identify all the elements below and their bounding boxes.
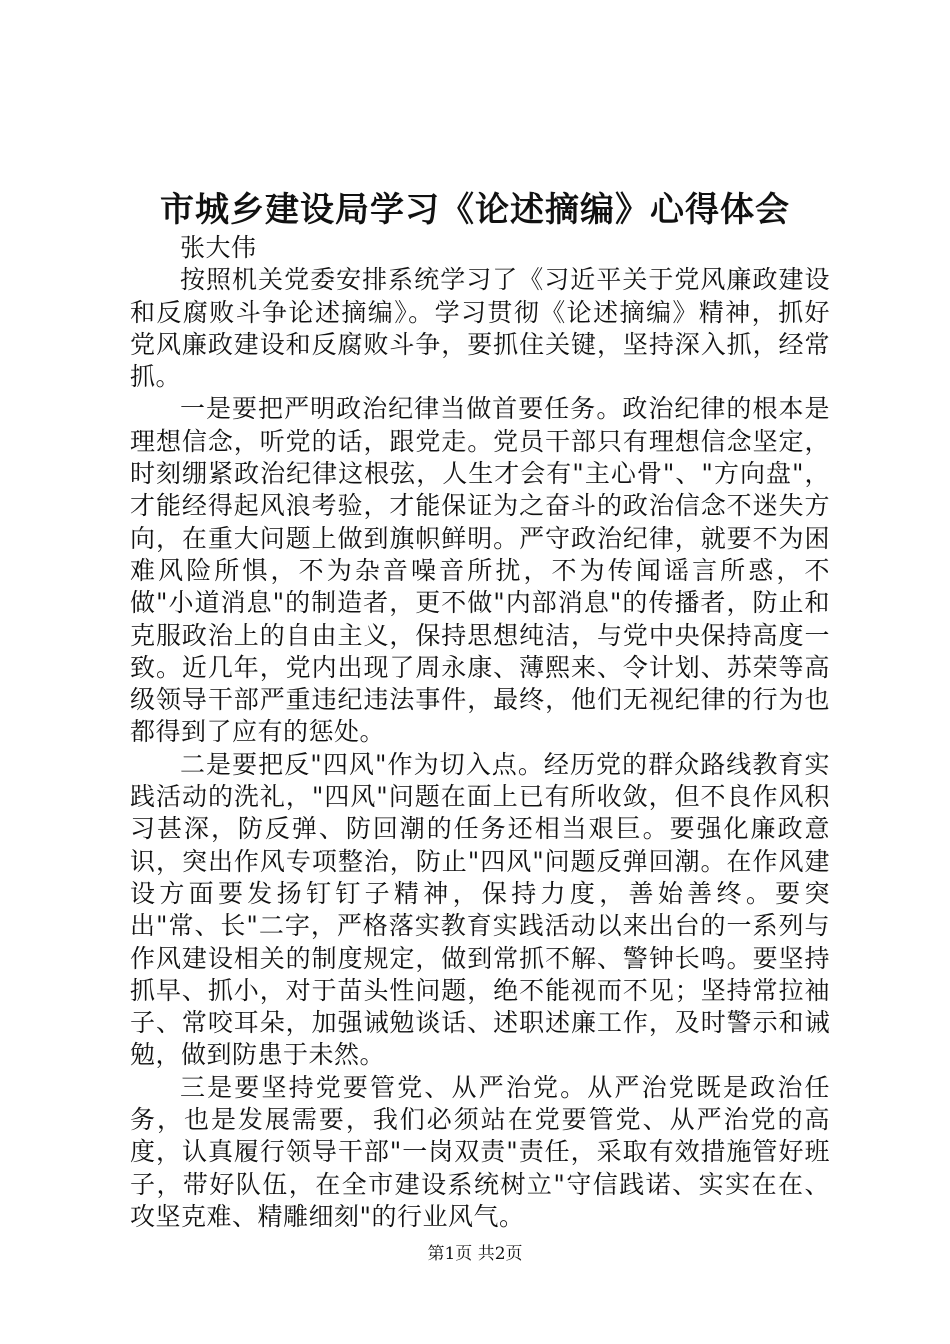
page-footer: 第1页 共2页 <box>427 1244 523 1264</box>
paragraph-point-two: 二是要把反"四风"作为切入点。经历党的群众路线教育实践活动的洗礼，"四风"问题在面上已有所收敛，但不良作风积习甚深，防反弹、防回潮的任务还相当艰巨。要强化廉政意识，突出作风专项整治，防止"四风"问题反弹回潮。在作风建设方面要发扬钉钉子精神，保持力度，善始善终。要突出"常、长"二字，严格落实教育实践活动以来出台的一系列与作风建设相关的制度规定，做到常抓不解、警钟长鸣。要坚持抓早、抓小，对于苗头性问题，绝不能视而不见；坚持常拉袖子、常咬耳朵，加强诫勉谈话、述职述廉工作，及时警示和诫勉，做到防患于未然。 <box>130 749 830 1070</box>
paragraph-intro: 按照机关党委安排系统学习了《习近平关于党风廉政建设和反腐败斗争论述摘编》。学习贯彻《论述摘编》精神，抓好党风廉政建设和反腐败斗争，要抓住关键，坚持深入抓，经常抓。 <box>130 265 830 392</box>
paragraph-point-one: 一是要把严明政治纪律当做首要任务。政治纪律的根本是理想信念，听党的话，跟党走。党员干部只有理想信念坚定，时刻绷紧政治纪律这根弦，人生才会有"主心骨"、"方向盘"，才能经得起风浪考验，才能保证为之奋斗的政治信念不迷失方向，在重大问题上做到旗帜鲜明。严守政治纪律，就要不为困难风险所惧，不为杂音噪音所扰，不为传闻谣言所惑，不做"小道消息"的制造者，更不做"内部消息"的传播者，防止和克服政治上的自由主义，保持思想纯洁，与党中央保持高度一致。近几年，党内出现了周永康、薄熙来、令计划、苏荣等高级领导干部严重违纪违法事件，最终，他们无视纪律的行为也都得到了应有的惩处。 <box>130 394 830 747</box>
document-title: 市城乡建设局学习《论述摘编》心得体会 <box>160 190 790 230</box>
paragraph-point-three: 三是要坚持党要管党、从严治党。从严治党既是政治任务，也是发展需要，我们必须站在党要管党、从严治党的高度，认真履行领导干部"一岗双责"责任，采取有效措施管好班子，带好队伍，在全市建设系统树立"守信践诺、实实在在、攻坚克难、精雕细刻"的行业风气。 <box>130 1072 830 1231</box>
document-body <box>130 232 830 1233</box>
author-name: 张大伟 <box>180 233 257 262</box>
